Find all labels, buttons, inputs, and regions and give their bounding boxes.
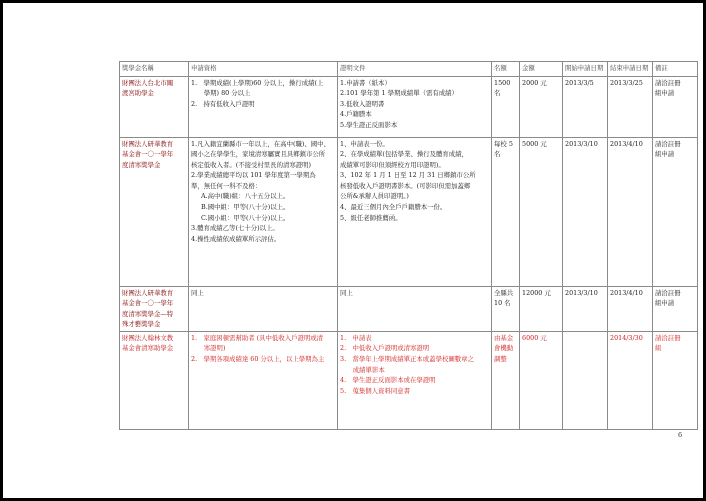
scholarship-name: 財團法人翰林文教 基金會清寒助學金 bbox=[120, 331, 189, 429]
quota-cell: 每校 5 名 bbox=[492, 137, 520, 286]
header-start-date: 開始申請日期 bbox=[563, 62, 608, 77]
scholarship-table bbox=[119, 61, 698, 430]
note-cell: 請洽註冊 組申請 bbox=[653, 137, 698, 286]
amount-cell: 6000 元 bbox=[520, 331, 563, 429]
header-documents: 證明文件 bbox=[338, 62, 492, 77]
header-eligibility: 申請資格 bbox=[189, 62, 338, 77]
table-row bbox=[120, 76, 698, 137]
start-date-cell: 2013/3/5 bbox=[563, 76, 608, 137]
table-row bbox=[120, 137, 698, 286]
amount-cell: 5000 元 bbox=[520, 137, 563, 286]
scholarship-name: 財團法人台北市關 渡宮助學金 bbox=[120, 76, 189, 137]
scholarship-name: 財團法人研華教育 基金會一〇一學年 度清寒獎學金—特 殊才藝獎學金 bbox=[120, 286, 189, 331]
note-cell: 請洽註冊 組申請 bbox=[653, 76, 698, 137]
start-date-cell bbox=[563, 331, 608, 429]
quota-cell: 全縣共 10 名 bbox=[492, 286, 520, 331]
eligibility-cell: 同上 bbox=[189, 286, 338, 331]
document-page bbox=[3, 3, 703, 498]
header-row bbox=[120, 62, 698, 77]
table-row bbox=[120, 331, 698, 429]
eligibility-cell: 1.凡入籍宜蘭縣市一年以上，在高中(職)、國中、 國小之在學學生，家境清寒屬實且具鄉鎮市公所 核定低收入者。(不接受村里長的清寒證明) 2.學業成績總平均以 101 學年度第一學期為 準，無任何一科不及格： A.高中(職)組：八十五分以上。 B.國中組：甲等(八十分)以上。 C.國小組：甲等(八十分)以上。 3.體育成績乙等(七十分)以上。 4.操性成績依成績單所示評估。 bbox=[189, 137, 338, 286]
note-cell: 請洽註冊 組 bbox=[653, 331, 698, 429]
amount-cell: 2000 元 bbox=[520, 76, 563, 137]
table-row bbox=[120, 286, 698, 331]
documents-cell: 1.申請書（紙本） 2.101 學年第 1 學期成績單（需有成績） 3.低收入證明書 4.戶籍謄本 5.學生證正反面影本 bbox=[338, 76, 492, 137]
documents-cell: 同上 bbox=[338, 286, 492, 331]
header-name: 獎學金名稱 bbox=[120, 62, 189, 77]
documents-cell: 1. 申請表 2. 中低收入戶證明或清寒證明 3. 當學年上學期成績單正本或蓋學校圖數章之 成績單影本 4. 學生證正反面影本或在學證明 5. 蒐集個人資料同意書 bbox=[338, 331, 492, 429]
note-cell: 請洽註冊 組申請 bbox=[653, 286, 698, 331]
documents-cell: 1、申請表一份。 2、在學成績單(包括學業、操行及體育成績， 成績單可影印但須經校方用印證明)。 3、102 年 1 月 1 日至 12 月 31 日鄉鎮市公所 核發低收入戶證明書影本。(可影印但需加蓋鄉 公所&承辦人員印證明。) 4、最近三個月內全戶戶籍謄本一份。 5、級任老師推薦函。 bbox=[338, 137, 492, 286]
scholarship-name: 財團法人研華教育 基金會一〇一學年 度清寒獎學金 bbox=[120, 137, 189, 286]
page-number: 6 bbox=[678, 431, 683, 439]
quota-cell: 由基金會機動調整 bbox=[492, 331, 520, 429]
end-date-cell: 2013/4/10 bbox=[608, 286, 653, 331]
amount-cell: 12000 元 bbox=[520, 286, 563, 331]
header-amount: 金額 bbox=[520, 62, 563, 77]
header-end-date: 結束申請日期 bbox=[608, 62, 653, 77]
end-date-cell: 2013/4/10 bbox=[608, 137, 653, 286]
eligibility-cell: 1. 學期成績(上學期)60 分以上，操行成績(上 學期) 80 分以上 2. 持有低收入戶證明 bbox=[189, 76, 338, 137]
end-date-cell: 2014/3/30 bbox=[608, 331, 653, 429]
header-quota: 名額 bbox=[492, 62, 520, 77]
start-date-cell: 2013/3/10 bbox=[563, 286, 608, 331]
quota-cell: 1500 名 bbox=[492, 76, 520, 137]
end-date-cell: 2013/3/25 bbox=[608, 76, 653, 137]
eligibility-cell: 1. 家庭困頓需幫助者 (具中低收入戶證明或清 寒證明) 2. 學期各項成績達 60 分以上，以上學期為主 bbox=[189, 331, 338, 429]
header-note: 備註 bbox=[653, 62, 698, 77]
start-date-cell: 2013/3/10 bbox=[563, 137, 608, 286]
